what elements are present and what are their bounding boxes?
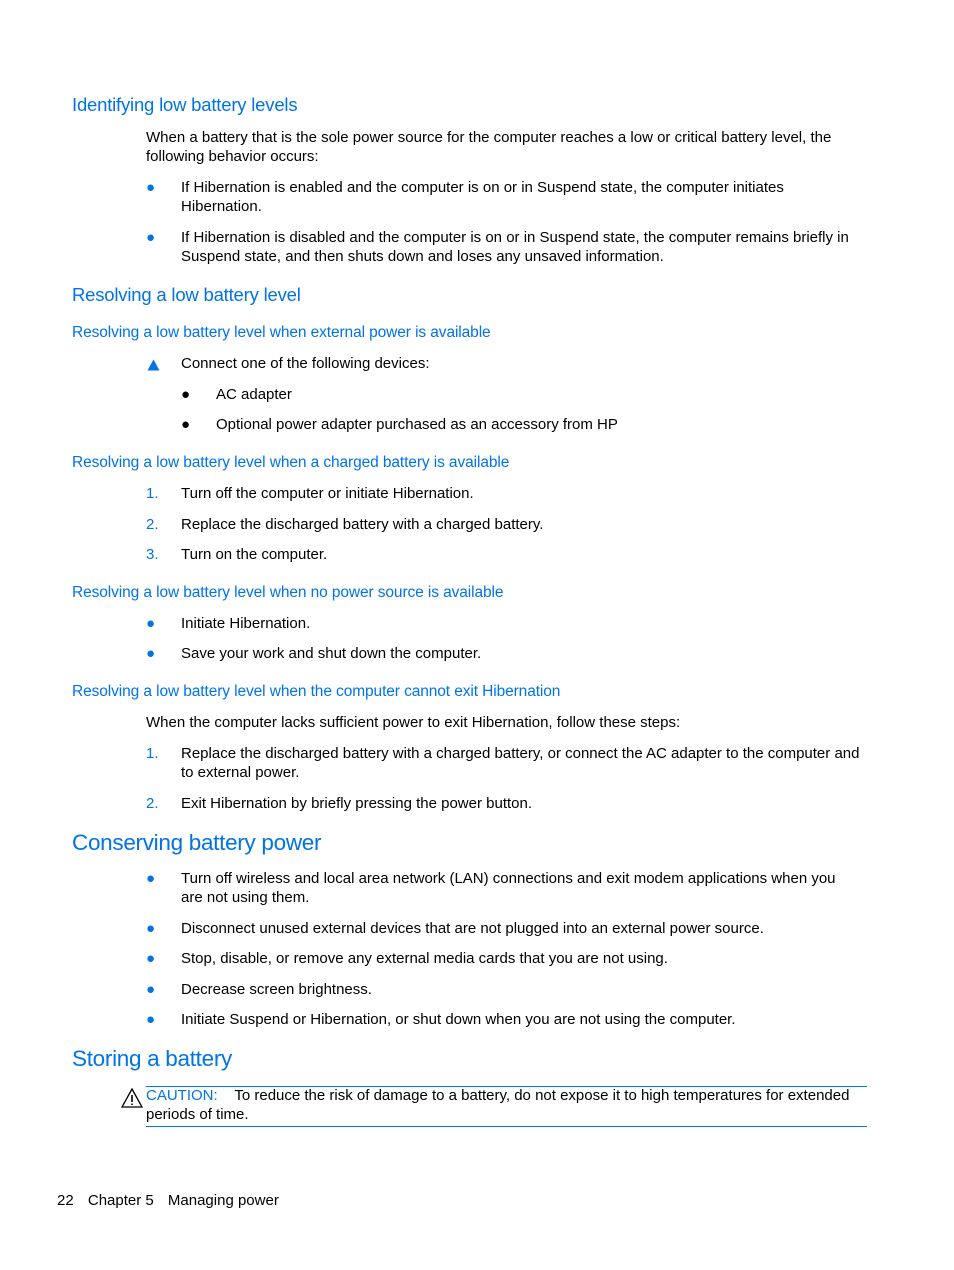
identifying-intro: When a battery that is the sole power source for the computer reaches a low or critical battery level, the following behavior occurs: bbox=[146, 129, 832, 165]
bullet-icon: ● bbox=[146, 920, 156, 937]
bullet-icon: ● bbox=[181, 386, 191, 403]
heading-external-power: Resolving a low battery level when external power is available bbox=[72, 324, 491, 341]
list-item: Optional power adapter purchased as an accessory from HP bbox=[216, 416, 618, 433]
step-number: 1. bbox=[146, 485, 159, 502]
step-text: Turn off the computer or initiate Hibernation. bbox=[181, 485, 474, 502]
bullet-icon: ● bbox=[146, 179, 156, 196]
step-text: Replace the discharged battery with a charged battery, or connect the AC adapter to the computer and to external power. bbox=[181, 745, 860, 781]
list-item: Initiate Suspend or Hibernation, or shut down when you are not using the computer. bbox=[181, 1011, 736, 1028]
step-text: Exit Hibernation by briefly pressing the power button. bbox=[181, 795, 533, 812]
bullet-icon: ● bbox=[146, 981, 156, 998]
bullet-icon: ● bbox=[146, 1011, 156, 1028]
step-number: 3. bbox=[146, 546, 159, 563]
caution-bottom-rule bbox=[146, 1126, 867, 1127]
bullet-icon: ● bbox=[181, 416, 191, 433]
list-item: Save your work and shut down the computer. bbox=[181, 645, 482, 662]
external-step: Connect one of the following devices: bbox=[181, 355, 430, 372]
page-number: 22 bbox=[57, 1192, 74, 1209]
list-item: Disconnect unused external devices that are not plugged into an external power source. bbox=[181, 920, 764, 937]
page-footer bbox=[57, 1191, 289, 1210]
list-item: If Hibernation is enabled and the computer is on or in Suspend state, the computer initiates Hibernation. bbox=[181, 179, 784, 215]
bullet-icon: ● bbox=[146, 950, 156, 967]
heading-charged-battery: Resolving a low battery level when a charged battery is available bbox=[72, 454, 510, 471]
step-text: Turn on the computer. bbox=[181, 546, 328, 563]
step-number: 1. bbox=[146, 745, 159, 762]
list-item: If Hibernation is disabled and the computer is on or in Suspend state, the computer remains briefly in Suspend state, and then shuts down and loses any unsaved information. bbox=[181, 229, 849, 265]
heading-storing-a-battery: Storing a battery bbox=[72, 1046, 232, 1071]
caution-label: CAUTION: bbox=[146, 1087, 218, 1104]
warning-triangle-icon bbox=[121, 1088, 143, 1108]
heading-identifying-low-battery: Identifying low battery levels bbox=[72, 94, 298, 115]
step-number: 2. bbox=[146, 795, 159, 812]
step-text: Replace the discharged battery with a charged battery. bbox=[181, 516, 544, 533]
heading-cannot-exit-hibernation: Resolving a low battery level when the computer cannot exit Hibernation bbox=[72, 683, 561, 700]
caution-notice bbox=[146, 1086, 862, 1124]
bullet-icon: ● bbox=[146, 870, 156, 887]
bullet-icon: ● bbox=[146, 615, 156, 632]
bullet-icon: ● bbox=[146, 645, 156, 662]
triangle-up-icon bbox=[147, 359, 160, 371]
bullet-icon: ● bbox=[146, 229, 156, 246]
list-item: Stop, disable, or remove any external media cards that you are not using. bbox=[181, 950, 668, 967]
heading-resolving-low-battery: Resolving a low battery level bbox=[72, 284, 301, 305]
list-item: Turn off wireless and local area network (LAN) connections and exit modem applications when you are not using them. bbox=[181, 870, 836, 906]
heading-no-power-source: Resolving a low battery level when no power source is available bbox=[72, 584, 504, 601]
footer-chapter: Chapter 5 bbox=[87, 1192, 154, 1209]
step-number: 2. bbox=[146, 516, 159, 533]
list-item: Decrease screen brightness. bbox=[181, 981, 372, 998]
heading-conserving-battery-power: Conserving battery power bbox=[72, 830, 322, 855]
list-item: Initiate Hibernation. bbox=[181, 615, 311, 632]
footer-chapter-title: Managing power bbox=[167, 1192, 279, 1209]
caution-text: To reduce the risk of damage to a battery, do not expose it to high temperatures for extended periods of time. bbox=[146, 1087, 850, 1123]
cannot-exit-intro: When the computer lacks sufficient power to exit Hibernation, follow these steps: bbox=[146, 714, 681, 731]
list-item: AC adapter bbox=[216, 386, 292, 403]
